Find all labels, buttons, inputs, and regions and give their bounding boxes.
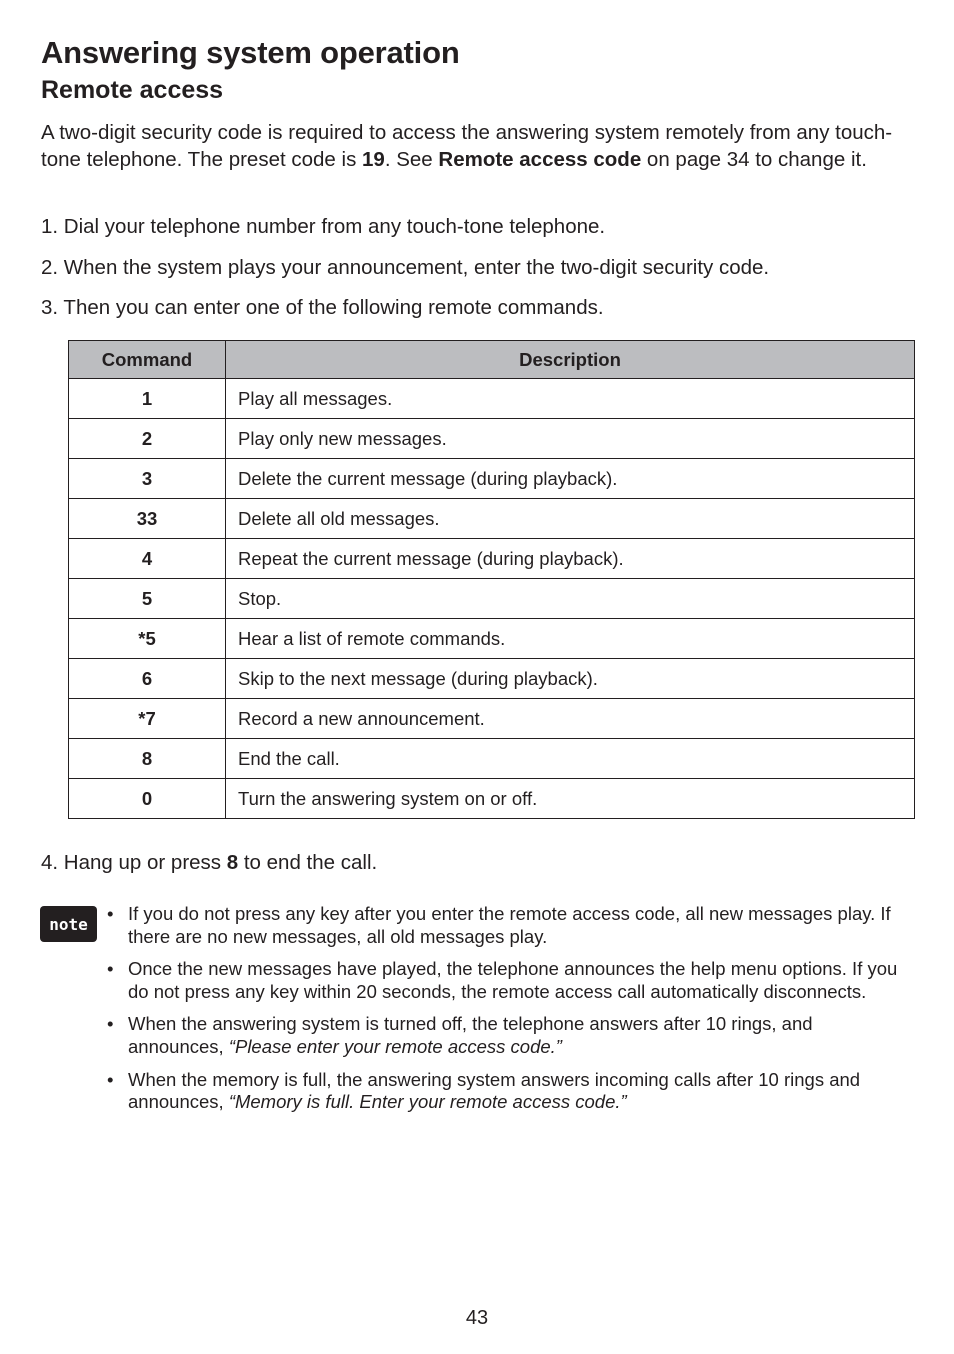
announcement-quote: “Memory is full. Enter your remote access code.” xyxy=(228,1091,627,1113)
command-cell: 8 xyxy=(69,739,226,779)
table-row xyxy=(69,739,915,779)
description-cell: Delete the current message (during playback). xyxy=(226,459,915,499)
preset-code: 19 xyxy=(362,148,385,171)
bullet-icon: • xyxy=(107,903,114,924)
note-text: When the answering system is turned off, the telephone answers after 10 rings, and announces, xyxy=(128,1013,813,1057)
bullet-icon: • xyxy=(107,1068,114,1090)
table-row xyxy=(69,579,915,619)
table-row xyxy=(69,379,915,419)
note-item xyxy=(105,958,905,1003)
command-cell: 3 xyxy=(69,459,226,499)
step-2: 2. When the system plays your announcement, enter the two-digit security code. xyxy=(41,256,770,279)
description-cell: Play all messages. xyxy=(226,379,915,419)
step-4-text: 4. Hang up or press xyxy=(41,851,227,874)
command-cell: 33 xyxy=(69,499,226,539)
page-number: 43 xyxy=(465,1307,489,1329)
description-cell: Turn the answering system on or off. xyxy=(226,779,915,819)
note-badge: note xyxy=(40,906,97,942)
table-row xyxy=(69,539,915,579)
note-item xyxy=(105,1013,905,1058)
table-row xyxy=(69,419,915,459)
end-call-key: 8 xyxy=(226,851,239,874)
note-text: When the memory is full, the answering system answers incoming calls after 10 rings and announces, xyxy=(128,1068,861,1113)
step-4 xyxy=(41,849,377,876)
command-cell: *7 xyxy=(69,699,226,739)
note-text: Once the new messages have played, the telephone announces the help menu options. If you do not press any key within 20 seconds, the remote access call automatically disconnects. xyxy=(128,958,898,1002)
table-row xyxy=(69,699,915,739)
table-row xyxy=(69,779,915,819)
command-cell: 2 xyxy=(69,419,226,459)
command-cell: 0 xyxy=(69,779,226,819)
note-item xyxy=(105,903,905,948)
table-row xyxy=(69,619,915,659)
intro-text: on page 34 to change it. xyxy=(641,148,867,171)
step-3: 3. Then you can enter one of the following remote commands. xyxy=(41,296,604,319)
intro-text: A two-digit security code is required to access the answering system remotely from any touch-tone telephone. The preset code is xyxy=(41,121,893,171)
bullet-icon: • xyxy=(107,1013,114,1035)
description-cell: Delete all old messages. xyxy=(226,499,915,539)
description-cell: Record a new announcement. xyxy=(226,699,915,739)
column-header-command: Command xyxy=(69,341,226,379)
section-title: Remote access xyxy=(41,76,224,104)
bullet-icon: • xyxy=(107,958,114,980)
description-cell: End the call. xyxy=(226,739,915,779)
remote-access-code-reference: Remote access code xyxy=(438,148,642,171)
command-cell: *5 xyxy=(69,619,226,659)
table-header-row xyxy=(69,341,915,379)
announcement-quote: “Please enter your remote access code.” xyxy=(228,1035,562,1057)
remote-commands-table xyxy=(68,340,915,819)
notes-list xyxy=(105,903,905,1124)
table-row xyxy=(69,659,915,699)
note-item xyxy=(105,1069,905,1114)
command-cell: 5 xyxy=(69,579,226,619)
description-cell: Stop. xyxy=(226,579,915,619)
description-cell: Play only new messages. xyxy=(226,419,915,459)
step-1: 1. Dial your telephone number from any touch-tone telephone. xyxy=(41,215,606,238)
intro-text: . See xyxy=(384,148,439,171)
command-cell: 1 xyxy=(69,379,226,419)
page-title: Answering system operation xyxy=(41,35,460,70)
description-cell: Repeat the current message (during playback). xyxy=(226,539,915,579)
command-cell: 6 xyxy=(69,659,226,699)
intro-paragraph xyxy=(41,119,911,173)
note-text: If you do not press any key after you enter the remote access code, all new messages play. If there are no new messages, all old messages play. xyxy=(128,903,891,947)
table-row xyxy=(69,459,915,499)
step-4-text: to end the call. xyxy=(238,851,378,874)
table-row xyxy=(69,499,915,539)
description-cell: Skip to the next message (during playback). xyxy=(226,659,915,699)
description-cell: Hear a list of remote commands. xyxy=(226,619,915,659)
column-header-description: Description xyxy=(226,341,915,379)
command-cell: 4 xyxy=(69,539,226,579)
